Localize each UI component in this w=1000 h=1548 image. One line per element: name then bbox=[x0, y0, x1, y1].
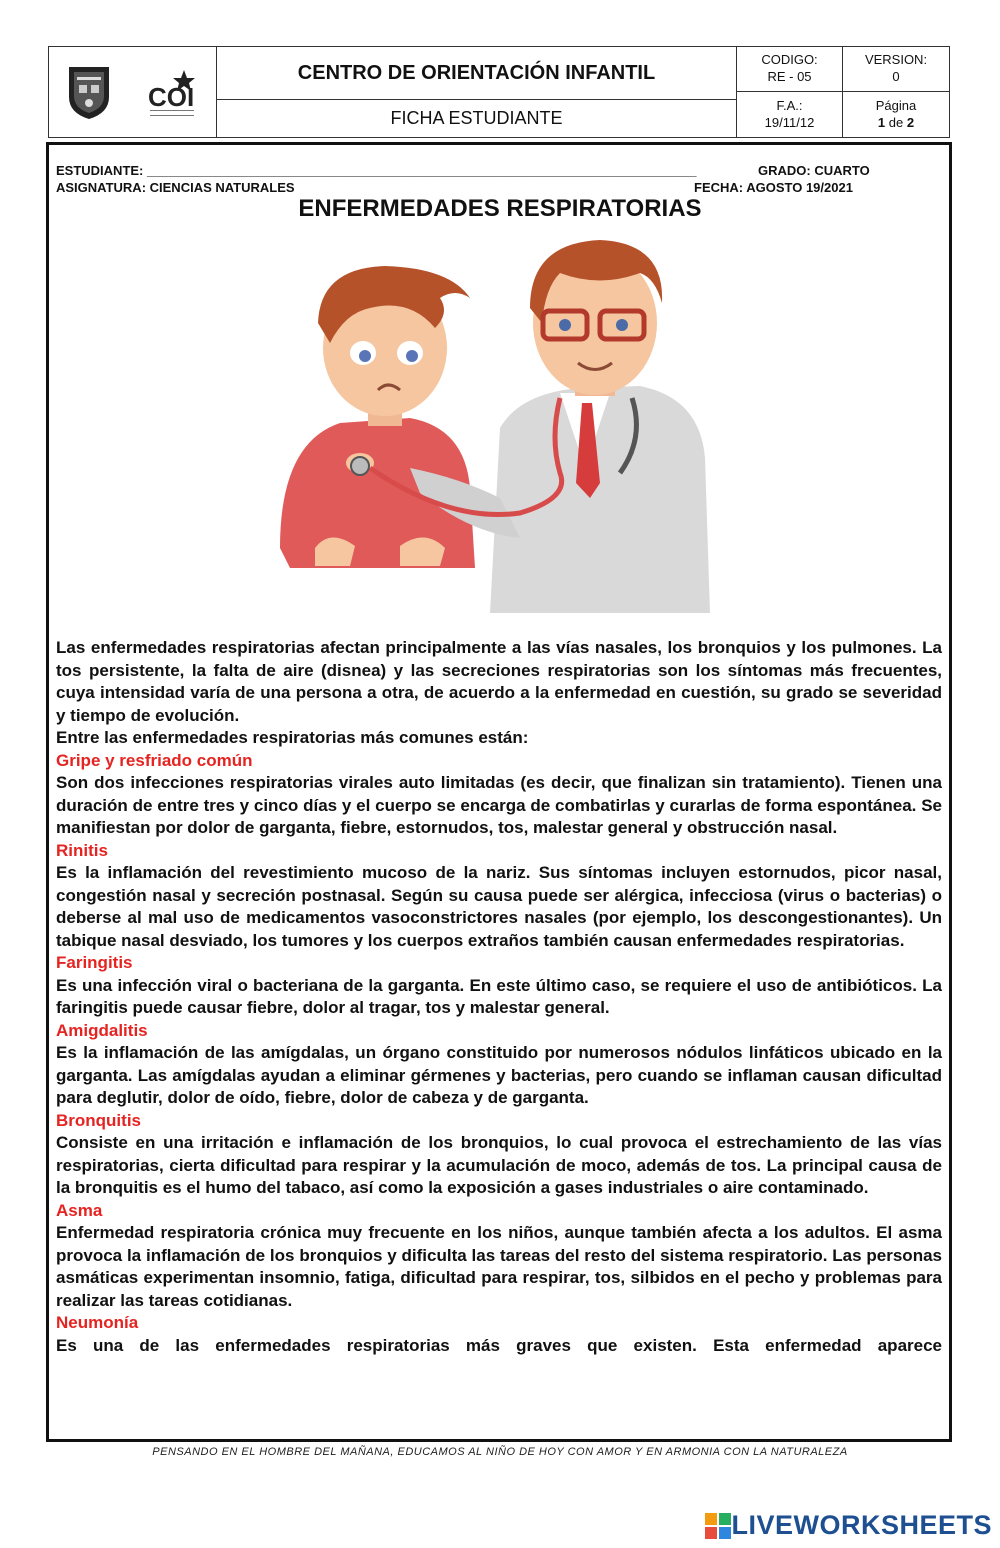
doctor-patient-illustration bbox=[260, 228, 720, 620]
section-text-faringitis: Es una infección viral o bacteriana de la garganta. En este último caso, se requiere el uso de antibióticos. La faringitis puede causar fiebre, dolor al tragar, tos y malestar general. bbox=[56, 975, 942, 1017]
section-heading-faringitis: Faringitis bbox=[56, 953, 133, 972]
fa-label: F.A.: bbox=[776, 97, 803, 113]
subject-label: ASIGNATURA: CIENCIAS NATURALES bbox=[56, 180, 295, 195]
student-label: ESTUDIANTE: ____________________________________________________________________________ bbox=[56, 163, 697, 178]
section-text-neumonia: Es una de las enfermedades respiratorias más graves que existen. Esta enfermedad aparece bbox=[56, 1335, 942, 1355]
liveworksheets-text: LIVEWORKSHEETS bbox=[731, 1510, 992, 1540]
section-heading-rinitis: Rinitis bbox=[56, 840, 108, 860]
fa-value: 19/11/12 bbox=[764, 114, 815, 130]
liveworksheets-logo-icon bbox=[705, 1513, 731, 1539]
code-value: RE - 05 bbox=[767, 69, 812, 84]
version-cell bbox=[843, 47, 949, 92]
code-label: CODIGO: bbox=[761, 52, 818, 68]
section-text-gripe: Son dos infecciones respiratorias virales auto limitadas (es decir, que finalizan sin tratamiento). Tienen una duración de entre tres y cinco días y el cuerpo se encarga de combatirlas y curarlas de forma espontánea. Se manifiestan por dolor de garganta, fiebre, estornudos, tos, malestar general y obstrucción nasal. bbox=[56, 773, 942, 837]
intro-paragraph: Las enfermedades respiratorias afectan principalmente a las vías nasales, los bronquios y los pulmones. La tos persistente, la falta de aire (disnea) y las secreciones respiratorias son los síntomas más frecuentes, cuya intensidad varía de una persona a otra, de acuerdo a la enfermedad en cuestión, su grado se severidad y tiempo de evolución. bbox=[56, 638, 942, 725]
section-text-asma: Enfermedad respiratoria crónica muy frecuente en los niños, aunque también afecta a los adultos. El asma provoca la inflamación de los bronquios y dificulta las tareas del resto del sistema respiratorio. Las personas asmáticas experimentan insomnio, fatiga, dificultad para respirar, tos, silbidos en el pecho y problemas para realizar las tareas cotidianas. bbox=[56, 1223, 942, 1310]
student-field bbox=[56, 163, 696, 178]
section-text-bronquitis: Consiste en una irritación e inflamación de los bronquios, lo cual provoca el estrechamiento de las vías respiratorias, cierta dificultad para respirar y la acumulación de moco, además de tos. La principal causa de la bronquitis es el humo del tabaco, así como la exposición a gases industriales o aire contaminado. bbox=[56, 1133, 942, 1197]
section-heading-neumonia: Neumonía bbox=[56, 1313, 139, 1332]
fa-cell bbox=[737, 92, 843, 137]
form-subtitle: FICHA ESTUDIANTE bbox=[390, 108, 563, 128]
page-title: ENFERMEDADES RESPIRATORIAS bbox=[298, 195, 702, 222]
grade-label: GRADO: CUARTO bbox=[758, 163, 870, 178]
date-label: FECHA: AGOSTO 19/2021 bbox=[694, 180, 853, 195]
code-cell bbox=[737, 47, 843, 92]
document-header bbox=[48, 46, 950, 138]
liveworksheets-watermark bbox=[705, 1510, 992, 1541]
page-label: Página bbox=[875, 97, 917, 113]
section-heading-bronquitis: Bronquitis bbox=[56, 1110, 141, 1130]
version-value: 0 bbox=[892, 69, 900, 84]
coi-logo-text: COI bbox=[148, 82, 195, 110]
star-icon bbox=[144, 68, 200, 110]
article-body bbox=[56, 637, 942, 1357]
school-crest-icon bbox=[65, 63, 113, 121]
page-cell bbox=[843, 92, 949, 137]
section-heading-gripe: Gripe y resfriado común bbox=[56, 750, 253, 770]
footer-motto: PENSANDO EN EL HOMBRE DEL MAÑANA, EDUCAMOS AL NIÑO DE HOY CON AMOR Y EN ARMONIA CON LA NATURALEZA bbox=[152, 1446, 848, 1458]
header-title-cell bbox=[217, 47, 737, 137]
version-label: VERSION: bbox=[864, 52, 928, 68]
page-number: 1 de 2 bbox=[877, 114, 915, 130]
logos-cell bbox=[49, 47, 217, 137]
section-heading-amigdalitis: Amigdalitis bbox=[56, 1020, 148, 1040]
coi-logo bbox=[144, 68, 200, 116]
section-text-rinitis: Es la inflamación del revestimiento mucoso de la nariz. Sus síntomas incluyen estornudos, picor nasal, congestión nasal y secreción postnasal. Según su causa puede ser alérgica, infecciosa (virus o bacterias) o deberse al mal uso de medicamentos vasoconstrictores nasales (por ejemplo, los descongestionantes). Un tabique nasal desviado, los tumores y los cuerpos extraños también causan enfermedades respiratorias. bbox=[56, 863, 942, 950]
section-text-amigdalitis: Es la inflamación de las amígdalas, un órgano constituido por numerosos nódulos linfáticos ubicado en la garganta. Las amígdalas ayudan a eliminar gérmenes y bacterias, pero cuando se inflaman causan dificultad para deglutir, dolor de oído, fiebre, dolor de cabeza y de garganta. bbox=[56, 1043, 942, 1107]
intro-lead: Entre las enfermedades respiratorias más comunes están: bbox=[56, 728, 529, 747]
header-meta-grid bbox=[737, 47, 949, 137]
section-heading-asma: Asma bbox=[56, 1200, 103, 1220]
institution-name: CENTRO DE ORIENTACIÓN INFANTIL bbox=[217, 47, 736, 100]
